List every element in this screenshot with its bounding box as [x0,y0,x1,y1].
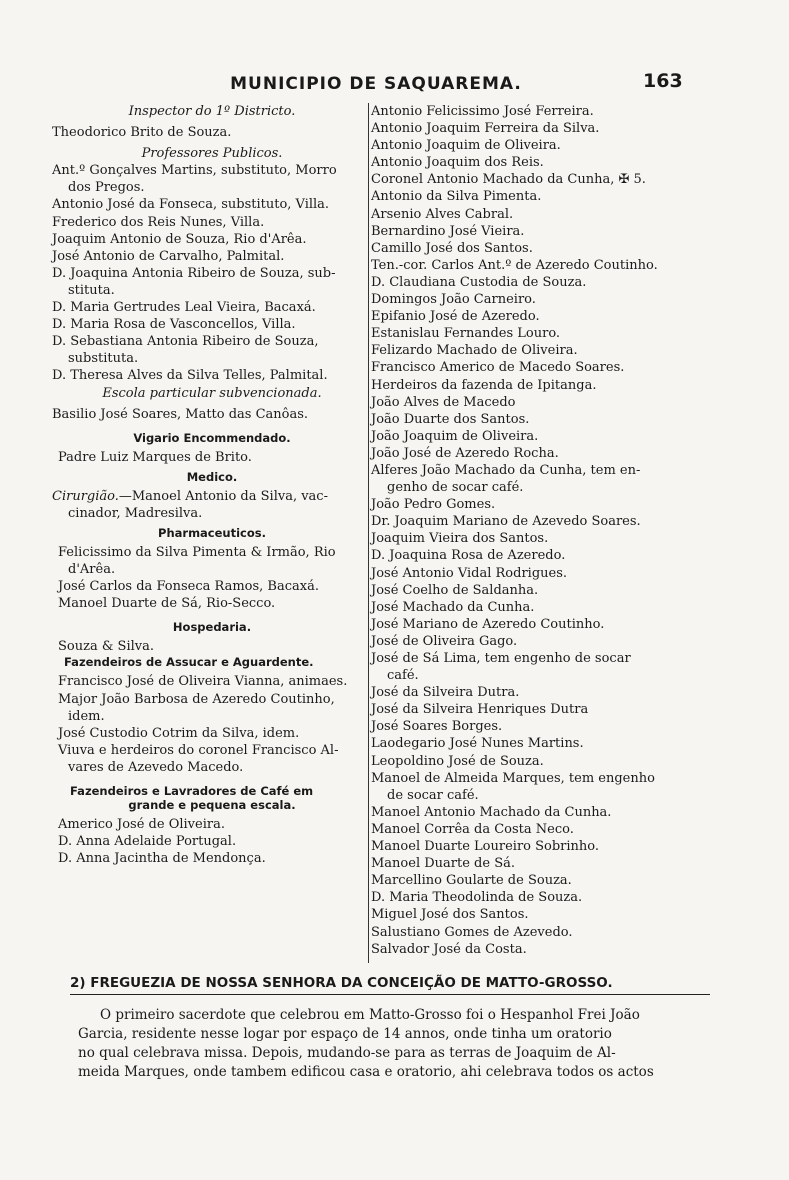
fazendeiros-assucar-heading: Fazendeiros de Assucar e Aguardente. [64,655,314,670]
list-item: Antonio da Silva Pimenta. [371,189,542,205]
list-item: dos Pregos. [68,180,145,196]
list-item: Antonio Felicissimo José Ferreira. [371,104,594,119]
column-divider [368,103,369,963]
list-item: substituta. [68,351,139,367]
list-item: Epifanio José de Azeredo. [371,309,540,325]
list-item: Estanislau Fernandes Louro. [371,326,561,342]
list-item: Felizardo Machado de Oliveira. [371,343,578,359]
page-header [0,70,789,100]
list-item: Coronel Antonio Machado da Cunha, ✠ 5. [371,172,646,188]
fazendeiros-cafe-heading-cont: grande e pequena escala. [128,798,296,812]
list-item: Manoel Duarte Loureiro Sobrinho. [371,839,600,855]
list-item: Manoel de Almeida Marques, tem engenho [371,770,655,786]
list-item: Bernardino José Vieira. [371,223,525,239]
list-item: D. Joaquina Rosa de Azeredo. [371,548,566,564]
list-item: Laodegario José Nunes Martins. [371,736,584,752]
list-item: Arsenio Alves Cabral. [371,206,514,222]
list-item: idem. [68,708,105,724]
paragraph-line: no qual celebrava missa. Depois, mudando-se para as terras de Joaquim de Al- [78,1045,616,1061]
list-item: Antonio Joaquim dos Reis. [371,155,544,171]
list-item: Alferes João Machado da Cunha, tem en- [371,462,641,478]
list-item: Francisco José de Oliveira Vianna, animaes. [58,674,348,690]
list-item: Antonio Joaquim Ferreira da Silva. [371,121,600,137]
paragraph-line: meida Marques, onde tambem edificou casa e oratorio, ahi celebrava todos os actos [78,1064,654,1080]
paragraph-line: Garcia, residente nesse logar por espaço de 14 annos, onde tinha um oratorio [78,1026,612,1042]
escola-heading: Escola particular subvencionada. [102,385,322,401]
paragraph-line: O primeiro sacerdote que celebrou em Matto-Grosso foi o Hespanhol Frei João [100,1007,640,1023]
page-title: MUNICIPIO DE SAQUAREMA. [230,74,522,94]
list-item: D. Anna Jacintha de Mendonça. [58,851,266,867]
hospedaria-heading: Hospedaria. [172,620,252,635]
list-item: genho de socar café. [387,480,524,496]
list-item: Antonio Joaquim de Oliveira. [371,138,561,154]
vigario-entry: Padre Luiz Marques de Brito. [58,449,252,465]
list-item: D. Maria Rosa de Vasconcellos, Villa. [52,317,296,333]
fazendeiros-cafe-heading: Fazendeiros e Lavradores de Café em [70,784,314,798]
professores-heading: Professores Publicos. [141,146,283,162]
vigario-heading: Vigario Encommendado. [133,430,291,445]
list-item: de socar café. [387,787,479,803]
list-item: José Coelho de Saldanha. [371,582,539,598]
list-item: Joaquim Vieira dos Santos. [371,531,549,547]
list-item: João José de Azeredo Rocha. [371,445,559,461]
list-item: José Antonio de Carvalho, Palmital. [52,248,285,264]
section-heading-text: 2) FREGUEZIA DE NOSSA SENHORA DA CONCEIÇÃO DE MATTO-GROSSO. [70,975,613,991]
cirurgiao-entry [52,488,372,505]
list-item: João Alves de Macedo [371,394,516,410]
escola-entry: Basilio José Soares, Matto das Canôas. [52,406,309,422]
right-column [371,103,719,958]
list-item: Manoel Antonio Machado da Cunha. [371,804,612,820]
list-item: Major João Barbosa de Azeredo Coutinho, [58,691,335,707]
list-item: stituta. [68,282,115,298]
list-item: Viuva e herdeiros do coronel Francisco Al- [58,742,339,758]
list-item: Ten.-cor. Carlos Ant.º de Azeredo Coutinho. [371,257,658,273]
section-heading [70,975,720,991]
list-item: Ant.º Gonçalves Martins, substituto, Morro [52,163,337,179]
list-item: Frederico dos Reis Nunes, Villa. [52,214,265,230]
list-item: D. Joaquina Antonia Ribeiro de Souza, sub- [52,265,336,281]
list-item: Manoel Duarte de Sá, Rio-Secco. [58,596,276,612]
list-item: Joaquim Antonio de Souza, Rio d'Arêa. [52,231,307,247]
list-item: D. Sebastiana Antonia Ribeiro de Souza, [52,334,319,350]
list-item: José de Sá Lima, tem engenho de socar [371,651,631,666]
list-item: Manoel Duarte de Sá. [371,856,515,872]
page-number: 163 [643,70,683,92]
list-item: D. Anna Adelaide Portugal. [58,834,237,850]
list-item: D. Theresa Alves da Silva Telles, Palmital. [52,368,328,384]
list-item: d'Arêa. [68,562,116,578]
section-paragraph [78,1006,718,1082]
list-item: Herdeiros da fazenda de Ipitanga. [371,377,597,393]
medico-heading: Medico. [186,469,238,484]
list-item: Americo José de Oliveira. [58,817,225,832]
list-item: João Duarte dos Santos. [371,411,530,427]
list-item: Antonio José da Fonseca, substituto, Villa. [52,197,330,213]
inspector-name: Theodorico Brito de Souza. [52,125,232,141]
list-item: D. Maria Theodolinda de Souza. [371,890,583,906]
list-item: José Custodio Cotrim da Silva, idem. [58,725,300,741]
heading-underline [70,994,710,995]
list-item: João Pedro Gomes. [371,497,496,513]
list-item: Camillo José dos Santos. [371,240,533,256]
list-item: café. [387,668,419,684]
pharma-heading: Pharmaceuticos. [158,525,266,540]
left-column [52,103,372,867]
list-item: José da Silveira Dutra. [371,685,520,701]
list-item: Marcellino Goularte de Souza. [371,873,572,889]
list-item: José de Oliveira Gago. [371,633,518,649]
hospedaria-entry: Souza & Silva. [58,639,154,655]
inspector-heading: Inspector do 1º Districto. [128,104,296,119]
list-item: José Soares Borges. [371,719,503,735]
list-item: Domingos João Carneiro. [371,292,536,308]
list-item: D. Maria Gertrudes Leal Vieira, Bacaxá. [52,300,316,316]
list-item: Salustiano Gomes de Azevedo. [371,924,573,940]
list-item: José da Silveira Henriques Dutra [371,702,589,718]
list-item: José Machado da Cunha. [371,599,535,615]
list-item: Francisco Americo de Macedo Soares. [371,360,625,376]
list-item: Dr. Joaquim Mariano de Azevedo Soares. [371,514,641,530]
list-item: José Mariano de Azeredo Coutinho. [371,616,605,632]
list-item: Salvador José da Costa. [371,941,527,957]
cirurgiao-label: Cirurgião. [52,488,119,504]
list-item: João Joaquim de Oliveira. [371,428,539,444]
cirurgiao-cont: cinador, Madresilva. [68,505,203,521]
cirurgiao-text: —Manoel Antonio da Silva, vac- [118,488,328,504]
list-item: vares de Azevedo Macedo. [68,759,244,775]
list-item: José Antonio Vidal Rodrigues. [371,565,568,581]
list-item: Felicissimo da Silva Pimenta & Irmão, Rio [58,544,336,560]
list-item: Leopoldino José de Souza. [371,753,544,769]
list-item: José Carlos da Fonseca Ramos, Bacaxá. [58,579,319,595]
list-item: D. Claudiana Custodia de Souza. [371,274,587,290]
list-item: Manoel Corrêa da Costa Neco. [371,821,574,837]
list-item: Miguel José dos Santos. [371,907,529,923]
